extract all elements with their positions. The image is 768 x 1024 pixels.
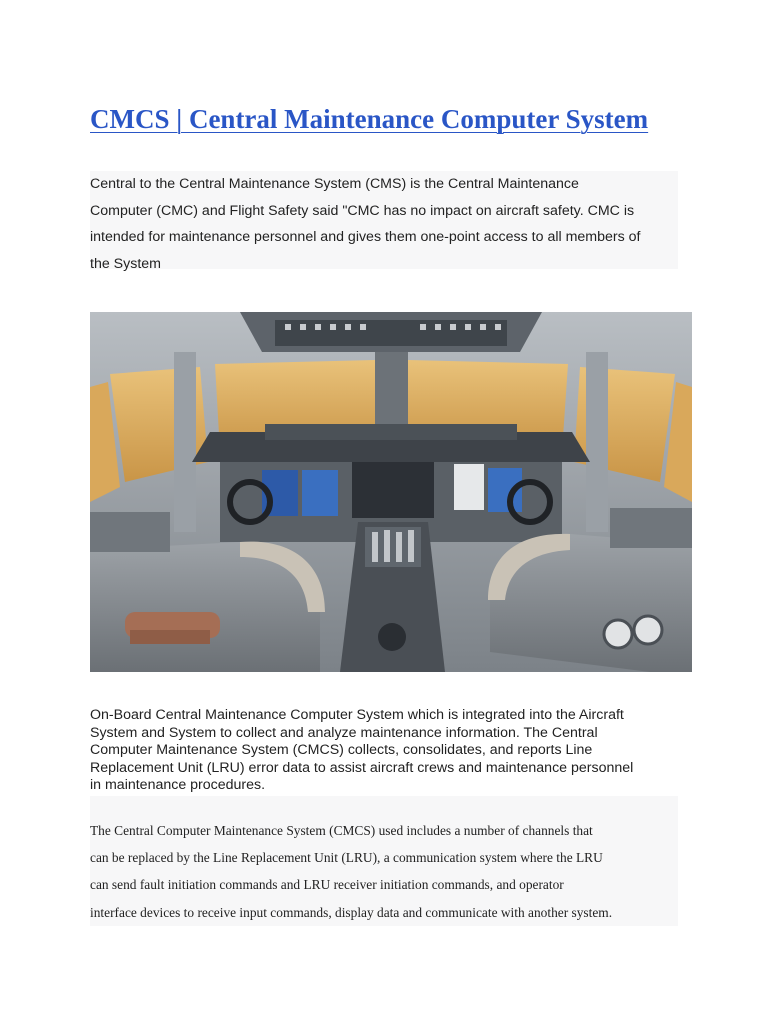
body-line: System and System to collect and analyze maintenance information. The Central [90, 724, 598, 741]
detail-paragraph [90, 796, 678, 926]
detail-line: interface devices to receive input commands, display data and communicate with another system. [90, 904, 613, 920]
intro-line: Computer (CMC) and Flight Safety said "CMC has no impact on aircraft safety. CMC is [90, 202, 635, 219]
intro-line: intended for maintenance personnel and gives them one-point access to all members of [90, 229, 641, 245]
body-line: Replacement Unit (LRU) error data to assist aircraft crews and maintenance personnel [90, 759, 634, 776]
detail-line: can be replaced by the Line Replacement Unit (LRU), a communication system where the LRU [90, 850, 603, 866]
intro-line: Central to the Central Maintenance System (CMS) is the Central Maintenance [90, 176, 579, 192]
body-line: On-Board Central Maintenance Computer System which is integrated into the Aircraft [90, 707, 624, 723]
intro-paragraph [90, 171, 678, 272]
cockpit-photo [90, 312, 692, 672]
body-paragraph [90, 707, 690, 795]
detail-line: The Central Computer Maintenance System (CMCS) used includes a number of channels that [90, 823, 593, 838]
intro-line: the System [90, 255, 161, 272]
page-title[interactable]: CMCS | Central Maintenance Computer System [90, 104, 649, 134]
body-line: in maintenance procedures. [90, 777, 266, 794]
body-line: Computer Maintenance System (CMCS) collects, consolidates, and reports Line [90, 742, 593, 759]
detail-line: can send fault initiation commands and LRU receiver initiation commands, and operator [90, 877, 564, 893]
